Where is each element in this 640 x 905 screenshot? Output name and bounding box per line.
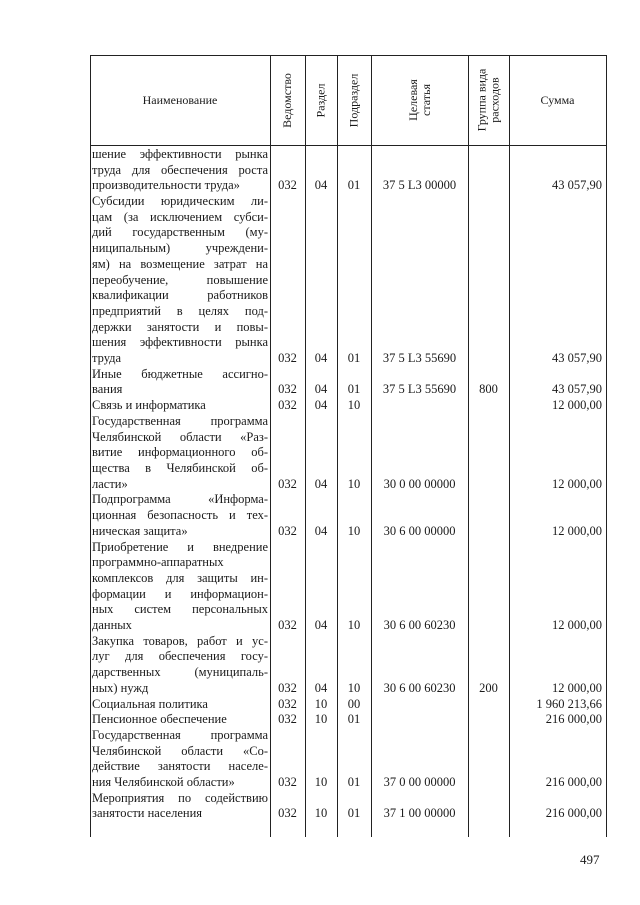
table-row [90,147,607,194]
table-row [90,367,607,398]
row-sum: 12 000,00 [552,398,602,413]
row-name-line: вания [92,382,123,397]
row-ministry: 032 [278,774,297,789]
row-target: 37 0 00 00000 [383,774,456,789]
row-ministry: 032 [278,618,297,632]
row-group: 200 [479,680,498,695]
row-sum: 12 000,00 [552,618,602,632]
row-name-line: предприятий в целях под- [92,303,268,318]
row-name-line: труда для обеспечения роста [92,162,268,177]
row-name-line: данных [92,617,132,632]
row-target: 30 6 00 60230 [383,618,456,632]
header-sum-text: Сумма [540,92,575,107]
header-name-text: Наименование [142,92,218,107]
row-ministry: 032 [278,696,297,711]
table-row [90,492,607,539]
row-name-line: ническая защита» [92,523,188,538]
row-name-line: шение эффективности рынка [92,147,268,161]
table-row [90,414,607,493]
row-ministry: 032 [278,398,297,413]
header-bottom-border [90,145,607,146]
row-section: 10 [314,806,328,821]
row-name-line: переобучение, повышение [92,272,268,287]
row-name-line: луг для обеспечения госу- [92,649,268,664]
row-name-line: квалификации работников [92,288,268,303]
row-ministry: 032 [278,680,297,695]
row-section: 04 [314,523,328,538]
row-name [92,367,268,398]
row-section: 04 [314,351,328,366]
row-section: 04 [314,618,328,632]
row-name-line: производительности труда» [92,178,240,193]
row-name-line: держки занятости и повы- [92,319,268,334]
row-name-line: ям) на возмещение затрат на [92,256,268,271]
table-row [90,540,607,634]
row-name [92,728,268,791]
row-ministry: 032 [278,351,297,366]
table-row [90,791,607,822]
row-name-line: щества в Челябинской об- [92,460,268,475]
row-name-line: программно-аппаратных [92,555,224,570]
row-name-line: ных систем персональных [92,602,268,617]
row-subsection: 01 [347,806,361,821]
row-ministry: 032 [278,382,297,397]
row-name-line: Приобретение и внедрение [92,539,268,554]
header-subsection-text: Подраздел [346,73,361,127]
row-name [92,791,268,822]
row-name-line: Челябинской области «Раз- [92,429,268,444]
row-subsection: 10 [347,398,361,413]
row-subsection: 01 [347,351,361,366]
row-subsection: 10 [347,476,361,491]
row-target: 30 0 00 00000 [383,476,456,491]
header-group-line2: расходов [487,77,502,123]
row-sum: 43 057,90 [552,382,602,397]
row-name-line: Субсидии юридическим ли- [92,194,268,209]
row-name [92,634,268,697]
row-name [92,697,268,713]
header-target [371,55,468,145]
row-section: 10 [314,712,328,727]
row-section: 04 [314,382,328,397]
row-name-line: ния Челябинской области» [92,774,235,789]
row-name-line: Закупка товаров, работ и ус- [92,633,268,648]
header-target-line2: статья [418,84,433,116]
header-target-line1: Целевая [405,79,420,121]
row-name [92,147,268,194]
table-row [90,398,607,414]
row-name-line: Социальная политика [92,696,208,711]
row-name-line: Челябинской области «Со- [92,743,268,758]
row-sum: 216 000,00 [545,774,602,789]
row-name-line: занятости населения [92,806,203,821]
row-subsection: 01 [347,178,361,193]
row-section: 10 [314,774,328,789]
row-name [92,414,268,492]
row-section: 04 [314,398,328,413]
header-ministry-text: Ведомство [280,72,295,128]
row-section: 04 [314,178,328,193]
row-name-line: формации и информацион- [92,586,268,601]
row-target: 30 6 00 60230 [383,680,456,695]
row-section: 10 [314,696,328,711]
row-ministry: 032 [278,806,297,821]
header-group-text [476,69,502,132]
row-sum: 216 000,00 [545,806,602,821]
header-subsection [337,55,371,145]
header-group [468,55,509,145]
row-name-line: действие занятости населе- [92,759,268,774]
table-row [90,712,607,728]
row-name-line: цам (за исключением субси- [92,209,268,224]
header-target-text [406,79,432,121]
budget-table [90,55,607,837]
row-name-line: Государственная программа [92,727,268,742]
row-name-line: дий государственным (му- [92,225,268,240]
row-name [92,540,268,634]
row-name-line: Иные бюджетные ассигно- [92,366,268,381]
header-group-line1: Группа вида [474,68,489,132]
row-name-line: ласти» [92,476,128,491]
row-name-line: Мероприятия по содействию [92,790,268,805]
row-subsection: 10 [347,523,361,538]
row-target: 37 5 L3 55690 [382,382,457,397]
table-row [90,194,607,367]
row-ministry: 032 [278,712,297,727]
row-target: 30 6 00 00000 [383,523,456,538]
row-sum: 1 960 213,66 [536,696,602,711]
row-subsection: 10 [347,680,361,695]
row-name-line: Пенсионное обеспечение [92,712,227,727]
header-section [305,55,337,145]
row-name-line: витие информационного об- [92,445,268,460]
table-row [90,728,607,791]
row-target: 37 1 00 00000 [383,806,456,821]
row-name-line: комплексов для защиты ин- [92,570,268,585]
table-row [90,634,607,697]
row-subsection: 01 [347,712,361,727]
row-name-line: труда [92,350,122,365]
page-number: 497 [580,852,600,867]
row-target: 37 5 L3 00000 [382,178,457,193]
header-section-text: Раздел [313,83,328,117]
row-sum: 43 057,90 [552,351,602,366]
row-name-line: дарственных (муниципаль- [92,665,268,680]
row-sum: 12 000,00 [552,523,602,538]
row-ministry: 032 [278,476,297,491]
row-section: 04 [314,476,328,491]
table-row [90,697,607,713]
row-name [92,194,268,367]
row-name [92,398,268,414]
row-subsection: 01 [347,382,361,397]
header-sum [509,55,606,145]
row-name [92,492,268,539]
row-ministry: 032 [278,523,297,538]
row-subsection: 10 [347,618,361,632]
row-ministry: 032 [278,178,297,193]
row-sum: 12 000,00 [552,476,602,491]
row-name-line: шения эффективности рынка [92,335,268,350]
row-name-line: ционная безопасность и тех- [92,508,268,523]
row-name-line: ных) нужд [92,680,149,695]
row-target: 37 5 L3 55690 [382,351,457,366]
row-name [92,712,268,728]
row-group: 800 [479,382,498,397]
row-sum: 216 000,00 [545,712,602,727]
row-name-line: Связь и информатика [92,398,206,413]
row-sum: 43 057,90 [552,178,602,193]
row-subsection: 00 [347,696,361,711]
row-sum: 12 000,00 [552,680,602,695]
row-section: 04 [314,680,328,695]
row-name-line: ниципальным) учреждени- [92,241,268,256]
header-ministry [270,55,305,145]
row-name-line: Подпрограмма «Информа- [92,492,268,507]
row-name-line: Государственная программа [92,413,268,428]
row-subsection: 01 [347,774,361,789]
header-name [90,55,270,145]
